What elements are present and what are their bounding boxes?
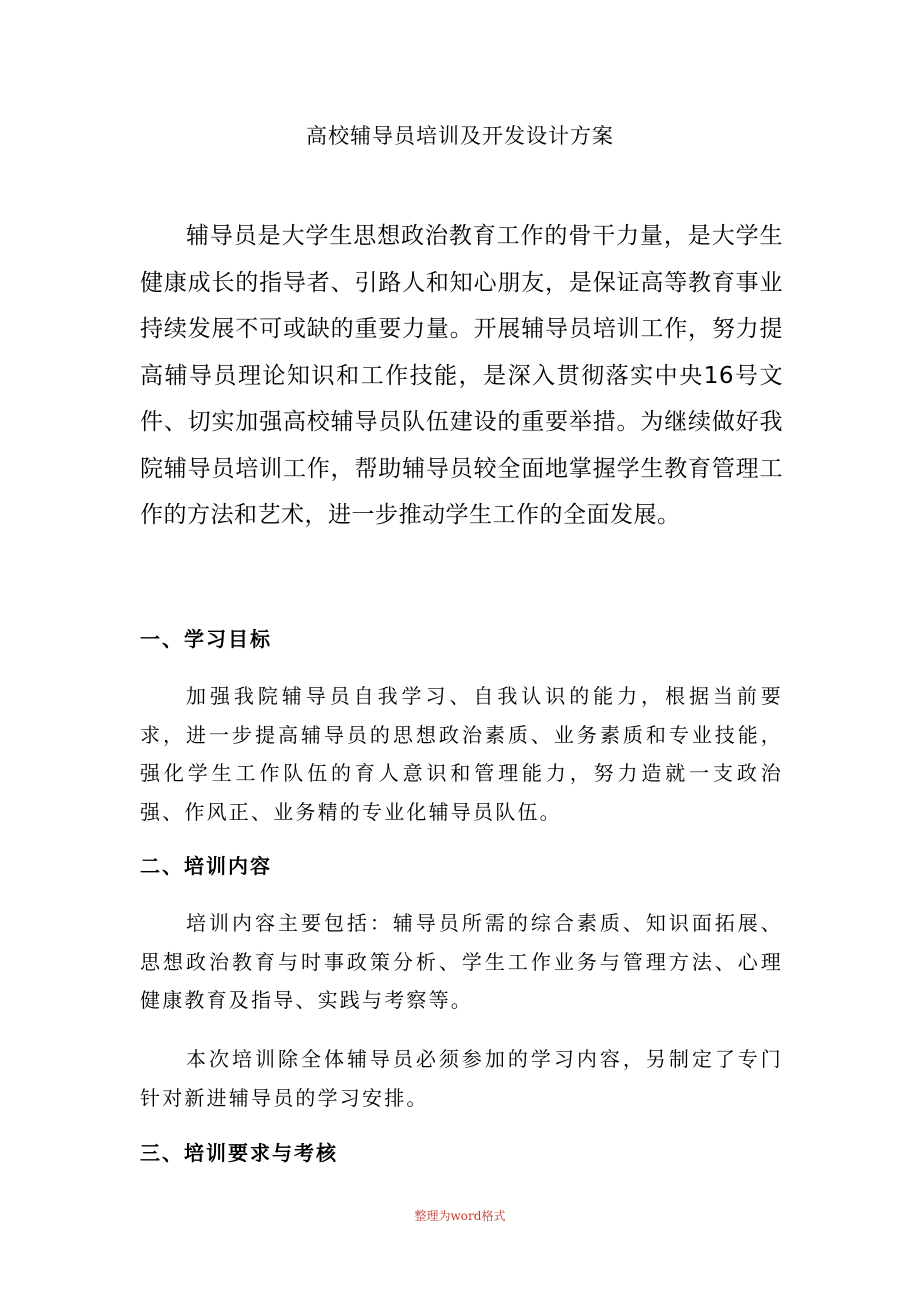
section-paragraph-learning-goals: 加强我院辅导员自我学习、自我认识的能力，根据当前要求，进一步提高辅导员的思想政治素质、业务素质和专业技能，强化学生工作队伍的育人意识和管理能力，努力造就一支政治强、作风正、业务精的专业化辅导员队伍。 [140, 684, 783, 824]
page-footer: 整理为word格式 [414, 1209, 506, 1223]
document-title: 高校辅导员培训及开发设计方案 [306, 124, 614, 148]
section-heading-learning-goals: 一、学习目标 [140, 627, 272, 651]
section-paragraph-new-counselors: 本次培训除全体辅导员必须参加的学习内容，另制定了专门针对新进辅导员的学习安排。 [140, 1047, 783, 1110]
section-heading-training-content: 二、培训内容 [140, 854, 272, 878]
section-heading-requirements-assessment: 三、培训要求与考核 [140, 1141, 338, 1165]
section-paragraph-training-content: 培训内容主要包括：辅导员所需的综合素质、知识面拓展、思想政治教育与时事政策分析、学生工作业务与管理方法、心理健康教育及指导、实践与考察等。 [140, 911, 783, 1012]
intro-paragraph: 辅导员是大学生思想政治教育工作的骨干力量，是大学生健康成长的指导者、引路人和知心朋友，是保证高等教育事业持续发展不可或缺的重要力量。开展辅导员培训工作，努力提高辅导员理论知识和工作技能，是深入贯彻落实中央16号文件、切实加强高校辅导员队伍建设的重要举措。为继续做好我院辅导员培训工作，帮助辅导员较全面地掌握学生教育管理工作的方法和艺术，进一步推动学生工作的全面发展。 [140, 223, 783, 528]
